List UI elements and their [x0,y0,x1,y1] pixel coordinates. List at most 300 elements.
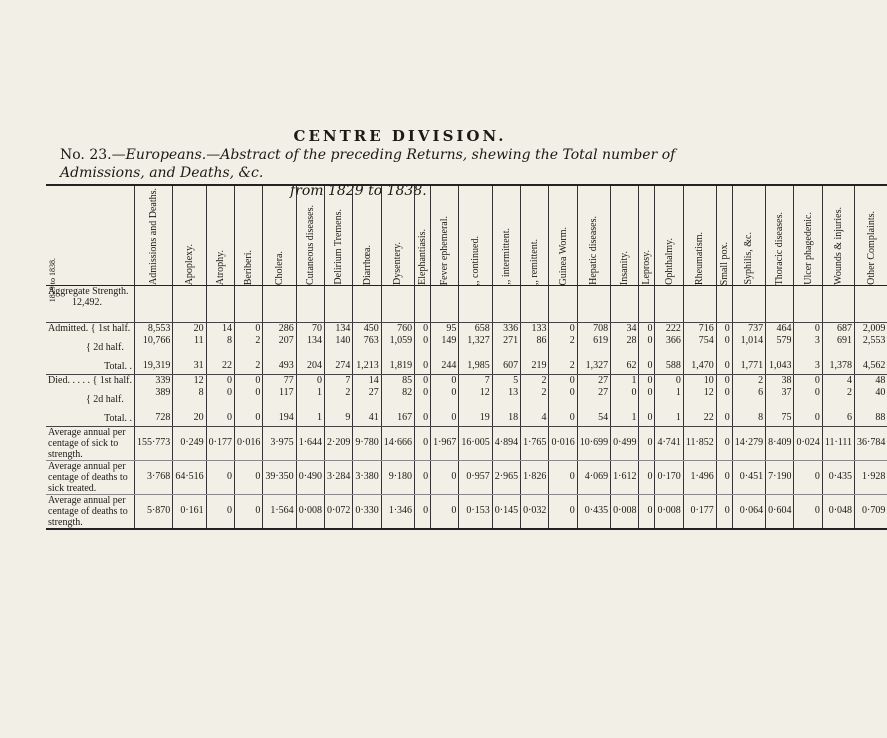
table-cell: 7 [459,374,492,387]
strength-empty-cell [766,285,794,322]
strength-empty-cell [325,285,353,322]
table-cell: 37 [766,387,794,412]
table-row [46,460,887,494]
table-cell: 1,327 [577,360,610,375]
table-cell: 54 [577,412,610,427]
table-cell: 0 [206,412,234,427]
column-header [296,185,324,285]
side-period-label: 1829 to 1838. [48,258,57,303]
table-cell: 0 [549,412,577,427]
table-cell: 0 [415,335,431,360]
table-row [46,374,887,387]
table-cell: 134 [325,322,353,335]
column-header [173,185,206,285]
table-cell: 133 [521,322,549,335]
table-cell: 1,043 [766,360,794,375]
row-label: Average annual per centage of deaths to strength. [46,494,134,529]
table-row [46,412,887,427]
strength-empty-cell [492,285,520,322]
table-cell: 0 [431,494,459,529]
strength-empty-cell [794,285,822,322]
strength-empty-cell [206,285,234,322]
table-cell: 0 [549,387,577,412]
table-cell: 1,470 [683,360,716,375]
table-cell: 39·350 [263,460,296,494]
column-header [521,185,549,285]
table-cell: 0·008 [655,494,683,529]
table-cell: 85 [381,374,414,387]
table-cell: 13 [492,387,520,412]
table-cell: 14·279 [732,426,765,460]
table-cell: 0 [206,387,234,412]
table-cell: 763 [353,335,381,360]
table-cell: 1·496 [683,460,716,494]
strength-empty-cell [549,285,577,322]
table-cell: 19,319 [134,360,172,375]
table-cell: 88 [855,412,887,427]
table-cell: 1·644 [296,426,324,460]
table-cell: 48 [855,374,887,387]
table-cell: 12 [173,374,206,387]
column-header-label: Dysentery. [392,242,404,285]
table-cell: 0 [296,374,324,387]
table-cell: 0 [716,426,732,460]
table-cell: 0 [431,460,459,494]
table-cell: 10,766 [134,335,172,360]
table-row [46,494,887,529]
column-header-label: Atrophy. [214,249,226,285]
strength-empty-cell [263,285,296,322]
table-cell: 0 [235,460,263,494]
column-header-label: Guinea Worm. [557,226,569,285]
table-cell: 11·111 [822,426,854,460]
table-cell: 207 [263,335,296,360]
table-cell: 0·177 [206,426,234,460]
column-header-label: Beriberi. [243,249,255,285]
table-cell: 1,771 [732,360,765,375]
table-cell: 64·516 [173,460,206,494]
table-row [46,426,887,460]
table-cell: 339 [134,374,172,387]
table-cell: 728 [134,412,172,427]
table-cell: 0 [611,387,639,412]
table-cell: 0·170 [655,460,683,494]
table-cell: 737 [732,322,765,335]
column-header [855,185,887,285]
table-cell: 0 [415,460,431,494]
table-cell: 0·016 [235,426,263,460]
table-cell: 2 [521,387,549,412]
strength-empty-cell [611,285,639,322]
table-cell: 5·870 [134,494,172,529]
strength-empty-cell [655,285,683,322]
table-cell: 366 [655,335,683,360]
table-cell: 0 [716,322,732,335]
table-cell: 0 [716,335,732,360]
table-cell: 0 [794,374,822,387]
table-cell: 5 [492,374,520,387]
table-cell: 2 [549,360,577,375]
table-cell: 0 [206,374,234,387]
table-cell: 0·330 [353,494,381,529]
table-cell: 0·499 [611,426,639,460]
table-cell: 1·346 [381,494,414,529]
table-row [46,335,887,360]
table-cell: 1,014 [732,335,765,360]
table-cell: 1·928 [855,460,887,494]
column-header [549,185,577,285]
strength-empty-cell [431,285,459,322]
table-row [46,322,887,335]
strength-empty-cell [855,285,887,322]
column-header [683,185,716,285]
column-header-label: ,, intermittent. [500,228,512,285]
strength-empty-cell [716,285,732,322]
table-cell: 2 [549,335,577,360]
strength-value: 12,492. [72,296,102,308]
table-cell: 86 [521,335,549,360]
column-header [263,185,296,285]
column-header [381,185,414,285]
table-cell: 155·773 [134,426,172,460]
table-cell: 0·072 [325,494,353,529]
table-cell: 77 [263,374,296,387]
table-cell: 0 [235,374,263,387]
table-cell: 11·852 [683,426,716,460]
table-cell: 1 [611,412,639,427]
strength-empty-cell [353,285,381,322]
table-cell: 62 [611,360,639,375]
table-cell: 0 [716,374,732,387]
table-cell: 9·180 [381,460,414,494]
column-header [639,185,655,285]
table-cell: 0 [639,426,655,460]
table-cell: 9 [325,412,353,427]
table-cell: 0 [794,387,822,412]
corner-cell [46,185,134,285]
table-cell: 658 [459,322,492,335]
table-cell: 140 [325,335,353,360]
table-cell: 8 [732,412,765,427]
table-cell: 691 [822,335,854,360]
table-cell: 0 [415,426,431,460]
column-header [325,185,353,285]
table-cell: 3 [794,360,822,375]
table-cell: 754 [683,335,716,360]
table-cell: 16·005 [459,426,492,460]
table-cell: 7·190 [766,460,794,494]
table-cell: 9·780 [353,426,381,460]
table-cell: 194 [263,412,296,427]
table-cell: 708 [577,322,610,335]
table-cell: 8,553 [134,322,172,335]
column-header-label: Thoracic diseases. [774,211,786,285]
column-header-label: Ulcer phagedenic. [802,212,814,285]
table-cell: 3·380 [353,460,381,494]
row-label: Admitted. { 1st half. [48,323,131,335]
table-cell: 0 [235,412,263,427]
table-cell: 0 [639,387,655,412]
table-cell: 0 [235,322,263,335]
table-cell: 0·048 [822,494,854,529]
table-cell: 1,378 [822,360,854,375]
column-header [766,185,794,285]
column-header [459,185,492,285]
table-cell: 75 [766,412,794,427]
column-header [353,185,381,285]
table-cell: 18 [492,412,520,427]
table-cell: 20 [173,322,206,335]
table-cell: 22 [683,412,716,427]
table-cell: 12 [459,387,492,412]
table-cell: 95 [431,322,459,335]
column-header-label: Apoplexy. [183,243,195,285]
table-cell: 27 [353,387,381,412]
table-cell: 20 [173,412,206,427]
strength-empty-cell [134,285,172,322]
table-cell: 1 [296,412,324,427]
table-cell: 34 [611,322,639,335]
table-cell: 687 [822,322,854,335]
table-cell: 0 [549,374,577,387]
table-cell: 2 [325,387,353,412]
row-label: Died. . . . . { 1st half. [48,375,132,387]
table-cell: 0·024 [794,426,822,460]
column-header-label: Cholera. [274,250,286,285]
table-cell: 6 [732,387,765,412]
table-cell: 117 [263,387,296,412]
table-cell: 27 [577,387,610,412]
column-header-row [46,185,887,285]
table-cell: 4·741 [655,426,683,460]
column-header-label: ,, continued. [470,235,482,285]
table-cell: 4 [521,412,549,427]
column-header [732,185,765,285]
table-cell: 3·975 [263,426,296,460]
strength-empty-cell [235,285,263,322]
table-cell: 1,985 [459,360,492,375]
table-cell: 19 [459,412,492,427]
table-cell: 10·699 [577,426,610,460]
column-header-label: ,, remittent. [529,238,541,285]
table-cell: 6 [822,412,854,427]
column-header-label: Cutaneous diseases. [304,204,316,285]
table-cell: 0 [794,322,822,335]
column-header-label: Admissions and Deaths. [148,188,160,285]
table-cell: 0 [431,412,459,427]
table-cell: 0·249 [173,426,206,460]
table-cell: 2·965 [492,460,520,494]
table-cell: 40 [855,387,887,412]
table-cell: 0 [415,494,431,529]
table-cell: 1,213 [353,360,381,375]
table-cell: 14 [353,374,381,387]
column-header [716,185,732,285]
table-cell: 8 [206,335,234,360]
table-row [46,387,887,412]
table-cell: 31 [173,360,206,375]
table-cell: 4,562 [855,360,887,375]
table-cell: 493 [263,360,296,375]
table-cell: 1·612 [611,460,639,494]
table-cell: 14 [206,322,234,335]
column-header [822,185,854,285]
strength-empty-cell [577,285,610,322]
table-cell: 0 [794,460,822,494]
table-cell: 1,819 [381,360,414,375]
table-cell: 0·709 [855,494,887,529]
column-header [431,185,459,285]
table-cell: 12 [683,387,716,412]
abstract-table [46,184,887,530]
table-cell: 0·435 [577,494,610,529]
table-cell: 1·967 [431,426,459,460]
table-cell: 0·435 [822,460,854,494]
table-cell: 0·957 [459,460,492,494]
table-cell: 0 [639,494,655,529]
table-cell: 1 [296,387,324,412]
column-header-label: Fever ephemeral. [439,215,451,285]
table-cell: 0 [716,460,732,494]
table-cell: 0 [206,460,234,494]
table-cell: 4·894 [492,426,520,460]
table-cell: 0 [716,412,732,427]
table-cell: 0·177 [683,494,716,529]
table-cell: 0 [716,494,732,529]
column-header [134,185,172,285]
table-cell: 3·768 [134,460,172,494]
table-cell: 0·032 [521,494,549,529]
table-cell: 0 [716,387,732,412]
table-cell: 219 [521,360,549,375]
table-cell: 222 [655,322,683,335]
table-cell: 716 [683,322,716,335]
table-cell: 619 [577,335,610,360]
table-cell: 271 [492,335,520,360]
table-cell: 82 [381,387,414,412]
table-cell: 22 [206,360,234,375]
table-cell: 4·069 [577,460,610,494]
strength-empty-cell [639,285,655,322]
table-cell: 274 [325,360,353,375]
table-cell: 0 [639,360,655,375]
table-cell: 464 [766,322,794,335]
table-cell: 0 [415,374,431,387]
column-header [415,185,431,285]
table-cell: 7 [325,374,353,387]
strength-empty-cell [173,285,206,322]
table-subtitle: from 1829 to 1838. [290,183,427,199]
table-cell: 244 [431,360,459,375]
table-cell: 1 [655,387,683,412]
table-cell: 2 [822,387,854,412]
table-cell: 70 [296,322,324,335]
table-cell: 1·765 [521,426,549,460]
table-cell: 1,327 [459,335,492,360]
row-label: Total. . [46,412,134,427]
column-header-label: Syphilis, &c. [743,232,755,285]
table-cell: 38 [766,374,794,387]
column-header-label: Elephantiasis. [417,229,429,285]
table-cell: 588 [655,360,683,375]
strength-empty-cell [683,285,716,322]
table-cell: 0 [639,374,655,387]
table-cell: 0 [639,460,655,494]
strength-empty-cell [732,285,765,322]
table-cell: 3·284 [325,460,353,494]
table-cell: 336 [492,322,520,335]
table-cell: 0·451 [732,460,765,494]
table-cell: 4 [822,374,854,387]
strength-label-cell [46,285,134,322]
table-cell: 8 [173,387,206,412]
strength-empty-cell [822,285,854,322]
table-cell: 0 [235,387,263,412]
table-cell: 1·564 [263,494,296,529]
column-header-label: Wounds & injuries. [832,207,844,285]
table-number: No. 23. [60,147,112,163]
table-cell: 0·161 [173,494,206,529]
table-cell: 3 [794,335,822,360]
table-cell: 0 [549,460,577,494]
table-cell: 0 [716,360,732,375]
strength-empty-cell [415,285,431,322]
table-title: —Europeans.—Abstract of the preceding Returns, shewing the Total number of Admissions, and Deaths, &c. [60,147,676,181]
table-cell: 0 [549,322,577,335]
row-label: Average annual per centage of deaths to sick treated. [46,460,134,494]
column-header [611,185,639,285]
table-cell: 0 [639,335,655,360]
table-cell: 0·490 [296,460,324,494]
table-cell: 0 [431,374,459,387]
column-header-label: Hepatic diseases. [588,216,600,285]
table-cell: 760 [381,322,414,335]
table-cell: 167 [381,412,414,427]
table-cell: 204 [296,360,324,375]
table-cell: 0 [794,494,822,529]
column-header [235,185,263,285]
table-cell: 0 [655,374,683,387]
column-header-label: Rheumatism. [694,231,706,285]
table-cell: 607 [492,360,520,375]
table-cell: 28 [611,335,639,360]
table-cell: 0·016 [549,426,577,460]
table-cell: 2 [521,374,549,387]
table-cell: 41 [353,412,381,427]
table-cell: 0 [639,412,655,427]
table-cell: 149 [431,335,459,360]
table-cell: 0 [415,360,431,375]
column-header-label: Diarrhœa. [361,244,373,285]
strength-empty-cell [459,285,492,322]
table-cell: 14·666 [381,426,414,460]
table-cell: 579 [766,335,794,360]
table-cell: 1 [611,374,639,387]
table-cell: 2,009 [855,322,887,335]
table-cell: 27 [577,374,610,387]
column-header [794,185,822,285]
table-cell: 1·826 [521,460,549,494]
table-cell: 0·008 [296,494,324,529]
column-header-label: Ophthalmy. [663,238,675,285]
table-cell: 2·209 [325,426,353,460]
column-header-label: Other Complaints. [865,211,877,285]
row-label: { 2d half. [86,393,124,405]
column-header-label: Small pox. [718,241,730,285]
table-cell: 0 [415,412,431,427]
table-cell: 2,553 [855,335,887,360]
row-label: Total. . [46,360,134,375]
